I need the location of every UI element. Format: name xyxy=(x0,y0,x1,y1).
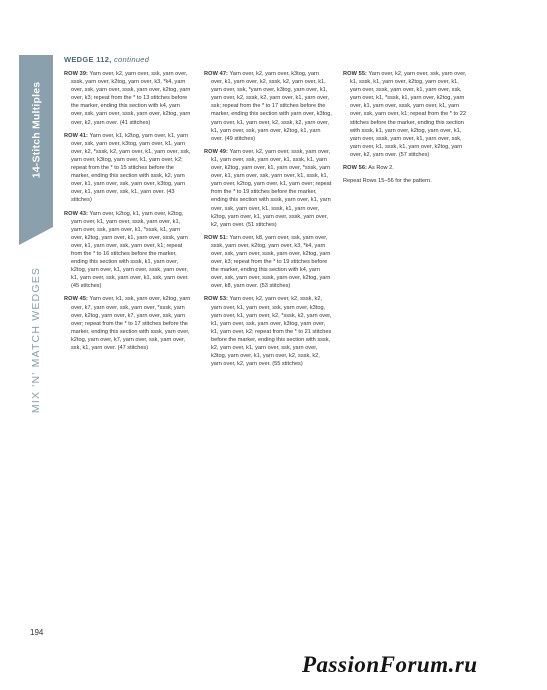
column-3 xyxy=(343,70,471,190)
row-instruction xyxy=(204,234,332,291)
row-label: ROW 45: xyxy=(64,296,89,303)
row-text: Yarn over, k2, yarn over, ssk, yarn over, k1, sssk, k1, yarn over, k2tog, yarn over, k1, yarn over, sssk, yarn over, k1, yarn over, ssk, yarn over, k1, *sssk, k1, yarn over, k2tog, yarn over, k1, yarn over, sssk, yarn over, k1, yarn over, ssk, yarn over, k1; repeat from the * to 22 stitches before the marker, ending this section with sssk, k1, yarn over, k2tog, yarn over, k1, yarn over, sssk, yarn over, k1, yarn over, ssk, yarn over, k1, sssk, k1, yarn over, k2tog, yarn over, k2, yarn over. (57 stitches) xyxy=(350,71,467,158)
side-band xyxy=(19,55,53,615)
row-label: ROW 47: xyxy=(204,71,229,77)
row-text: Yarn over, k8, yarn over, ssk, yarn over, sssk, yarn over, k2tog, yarn over, k3, *k4, yarn over, ssk, yarn over, sssk, yarn over, k2tog, yarn over, k3; repeat from the * to 19 stitches before the marker, ending this section with k4, yarn over, ssk, yarn over, sssk, yarn over, k2tog, yarn over, k8, yarn over. (53 stitches) xyxy=(211,234,331,290)
wedge-title: WEDGE 112, xyxy=(64,55,112,64)
row-text: Yarn over, k2, yarn over, k2, sssk, k2, yarn over, k1, yarn over, ssk, yarn over, k3tog, yarn over, k1, yarn over, k2, *sssk, k2, yarn over, k1, yarn over, ssk, yarn over, k3tog, yarn over, k1, yarn over, k2; repeat from the * to 21 stitches before the marker, ending this section with sssk, k2, yarn over, k1, yarn over, ssk, yarn over, k3tog, yarn over, k1, yarn over, k2, sssk, k2, yarn over, k2, yarn over. (55 stitches) xyxy=(211,296,332,368)
repeat-note: Repeat Rows 15–56 for the pattern. xyxy=(343,178,432,185)
section-label-wrap xyxy=(19,255,53,425)
row-text: Yarn over, k2tog, k1, yarn over, k2tog, yarn over, k1, yarn over, sssk, yarn over, k1, yarn over, ssk, yarn over, k1, *sssk, k1, yarn over, k2tog, yarn over, k1, yarn over, sssk, yarn over, k1, yarn over, ssk, yarn over, k1; repeat from the * to 16 stitches before the marker, ending this section with sssk, k1, yarn over, k2tog, yarn over, k1, yarn over, sssk, yarn over, k1, yarn over, ssk, yarn over, k1, ssk, yarn over. (45 stitches) xyxy=(71,210,189,290)
row-instruction xyxy=(204,70,332,143)
row-text: Yarn over, k1, ssk, yarn over, k2tog, yarn over, k7, yarn over, ssk, yarn over, *sssk, yarn over, k2tog, yarn over, k7, yarn over, ssk, yarn over; repeat from the * to 17 stitches before the marker, ending this section with sssk, yarn over, k2tog, yarn over, k7, yarn over, ssk, yarn over, ssk, k1, yarn over. (47 stitches) xyxy=(71,296,191,351)
row-text: As Row 2. xyxy=(368,165,394,172)
column-1 xyxy=(64,70,192,357)
chapter-tab-label: 14-Stitch Multiples xyxy=(30,81,42,179)
row-instruction xyxy=(64,132,192,205)
row-label: ROW 56: xyxy=(343,165,368,172)
row-text: Yarn over, k2, yarn over, ssk, yarn over, sssk, yarn over, k2tog, yarn over, k3, *k4, yarn over, ssk, yarn over, sssk, yarn over, k2tog, yarn over, k3; repeat from the * to 13 stitches before the marker, ending this section with k4, yarn over, ssk, yarn over, sssk, yarn over, k2tog, yarn over, k2, yarn over. (41 stitches) xyxy=(71,71,191,126)
row-text: Yarn over, k2, yarn over, sssk, yarn over, k1, yarn over, ssk, yarn over, k1, sssk, k1, yarn over, k2tog, yarn over, k1, yarn over, *sssk, yarn over, k1, yarn over, ssk, yarn over, k1, sssk, k1, yarn over, k2tog, yarn over, k1, yarn over; repeat from the * to 19 stitches before the marker, ending this section with sssk, yarn over, k1, yarn over, ssk, yarn over, k1, sssk, k1, yarn over, k2tog, yarn over, k1, yarn over, sssk, yarn over, k2, yarn over. (51 stitches) xyxy=(211,148,332,228)
column-2 xyxy=(204,70,332,373)
wedge-subtitle: continued xyxy=(114,55,150,64)
row-instruction xyxy=(64,295,192,352)
row-label: ROW 41: xyxy=(64,132,89,139)
row-instruction xyxy=(64,70,192,127)
row-instruction xyxy=(204,148,332,229)
row-label: ROW 43: xyxy=(64,210,89,217)
row-instruction xyxy=(343,164,471,172)
row-instruction xyxy=(204,295,332,368)
row-text: Yarn over, k2, yarn over, k3tog, yarn over, k1, yarn over, k2, sssk, k2, yarn over, k1, yarn over, ssk, *yarn over, k3tog, yarn over, k1, yarn over, k2, sssk, k2, yarn over, k1, yarn over, ssk; repeat from the * to 17 stitches before the marker, ending this section with yarn over, k3tog, yarn over, k1, yarn over, k2, sssk, k2, yarn over, k1, yarn over, ssk, yarn over, k2tog, k1, yarn over. (49 stitches) xyxy=(211,71,332,142)
chapter-tab-notch xyxy=(19,227,53,245)
row-label: ROW 51: xyxy=(204,234,229,241)
row-instruction xyxy=(343,70,471,159)
page-number: 194 xyxy=(30,628,44,637)
row-label: ROW 39: xyxy=(64,71,89,77)
watermark: PassionForum.ru xyxy=(302,652,478,677)
page-header xyxy=(64,55,149,64)
row-instruction xyxy=(64,210,192,291)
row-label: ROW 53: xyxy=(204,296,229,303)
chapter-tab-label-wrap xyxy=(19,55,53,205)
section-label: MIX 'N' MATCH WEDGES xyxy=(30,266,43,414)
row-text: Yarn over, k1, k2tog, yarn over, k1, yarn over, ssk, yarn over, k3tog, yarn over, k1, yarn over, k2, *sssk, k2, yarn over, k1, yarn over, ssk, yarn over, k3tog, yarn over, k1, yarn over, k2; repeat from the * to 15 stitches before the marker, ending this section with sssk, k2, yarn over, k1, yarn over, ssk, yarn over, k3tog, yarn over, k1, yarn over, ssk, k1, yarn over. (43 stitches) xyxy=(71,132,191,204)
row-label: ROW 49: xyxy=(204,148,229,155)
row-label: ROW 55: xyxy=(343,71,368,77)
